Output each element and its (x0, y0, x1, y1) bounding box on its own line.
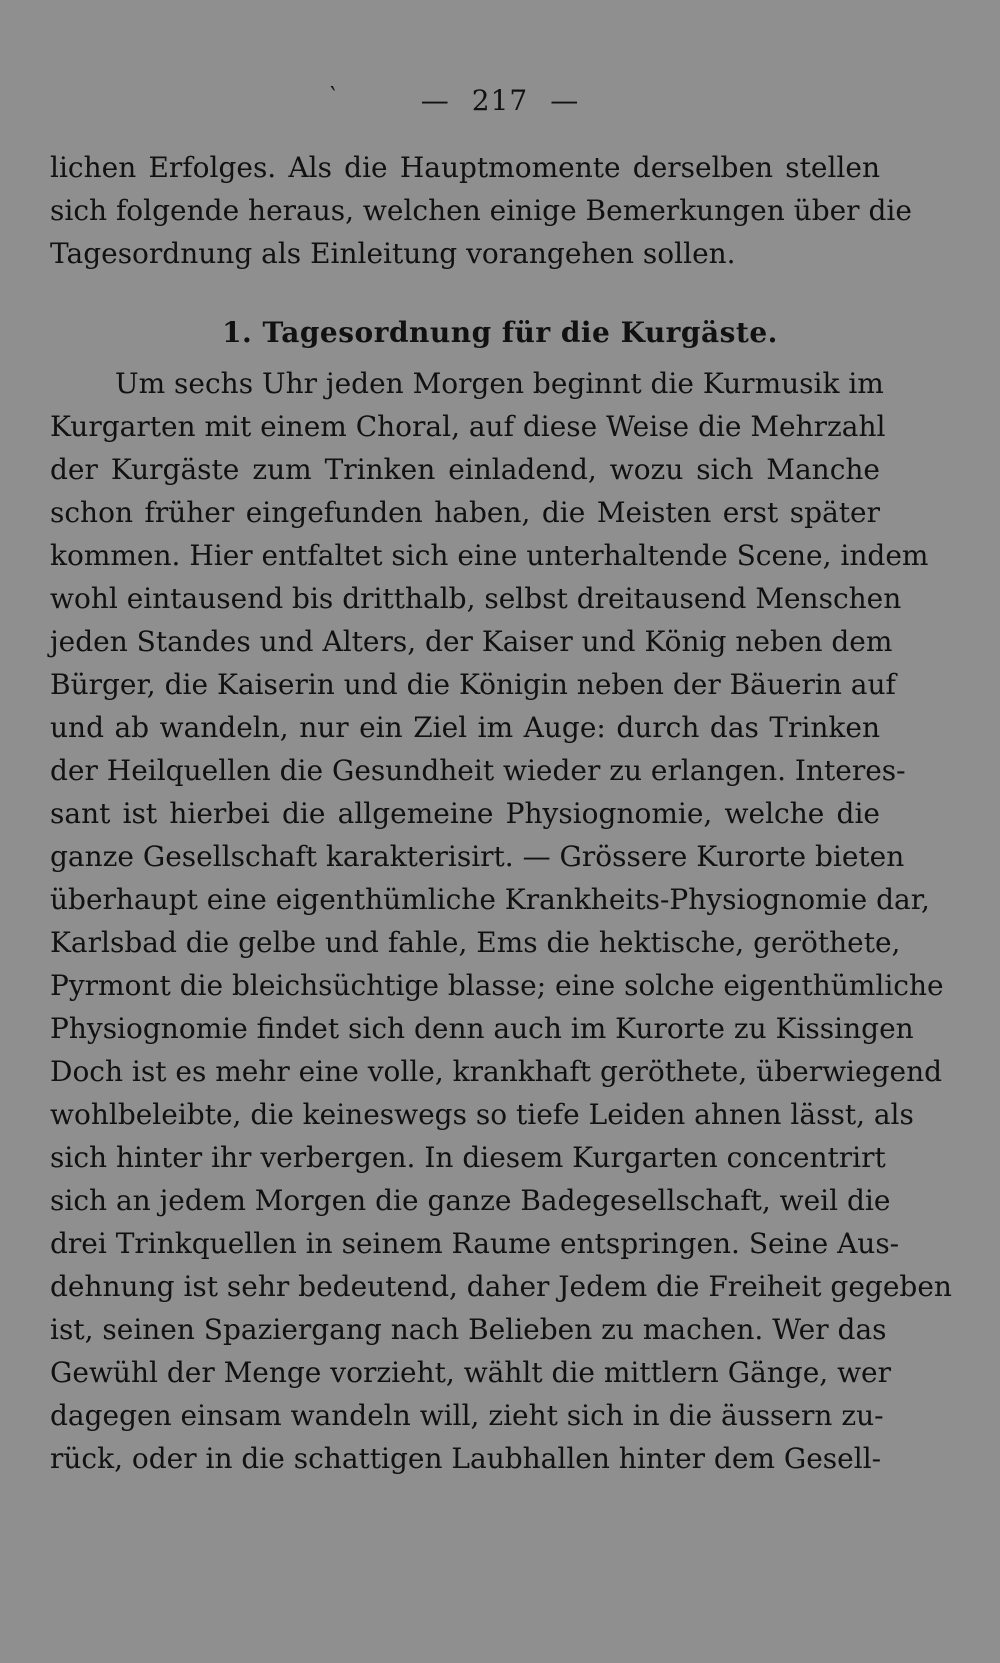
text-line: schon früher eingefunden haben, die Meisten erst später (50, 496, 880, 529)
text-line: sant ist hierbei die allgemeine Physiognomie, welche die (50, 797, 880, 830)
text-line: wohl eintausend bis dritthalb, selbst dreitausend Menschen (50, 582, 902, 615)
text-line: der Kurgäste zum Trinken einladend, wozu sich Manche (50, 453, 880, 486)
text-line: überhaupt eine eigenthümliche Krankheits-Physiognomie dar, (50, 883, 930, 916)
page-number: 217 (471, 84, 529, 117)
text-line: Karlsbad die gelbe und fahle, Ems die hektische, geröthete, (50, 926, 901, 959)
page-number-dash-left: — (420, 84, 450, 117)
text-line: dehnung ist sehr bedeutend, daher Jedem die Freiheit gegeben (50, 1270, 952, 1303)
text-line: Doch ist es mehr eine volle, krankhaft geröthete, überwiegend (50, 1055, 943, 1088)
text-line: sich hinter ihr verbergen. In diesem Kurgarten concentrirt (50, 1141, 886, 1174)
text-line: wohlbeleibte, die keineswegs so tiefe Leiden ahnen lässt, als (50, 1098, 914, 1131)
section-heading: 1. Tagesordnung für die Kurgäste. (222, 316, 778, 349)
text-line: jeden Standes und Alters, der Kaiser und König neben dem (50, 625, 893, 658)
text-line: Kurgarten mit einem Choral, auf diese Weise die Mehrzahl (50, 410, 886, 443)
text-line: lichen Erfolges. Als die Hauptmomente derselben stellen (50, 151, 880, 184)
text-line: Gewühl der Menge vorzieht, wählt die mittlern Gänge, wer (50, 1356, 892, 1389)
text-line: Physiognomie findet sich denn auch im Kurorte zu Kissingen (50, 1012, 914, 1045)
text-line: und ab wandeln, nur ein Ziel im Auge: durch das Trinken (50, 711, 880, 744)
stray-mark: ‵ (330, 82, 336, 110)
text-line: der Heilquellen die Gesundheit wieder zu erlangen. Interes- (50, 754, 906, 787)
text-line: sich an jedem Morgen die ganze Badegesellschaft, weil die (50, 1184, 891, 1217)
text-line: Um sechs Uhr jeden Morgen beginnt die Kurmusik im (115, 367, 884, 400)
text-line: Bürger, die Kaiserin und die Königin neben der Bäuerin auf (50, 668, 896, 701)
text-line: Tagesordnung als Einleitung vorangehen sollen. (50, 237, 736, 270)
text-line: dagegen einsam wandeln will, zieht sich in die äussern zu- (50, 1399, 884, 1432)
text-line: ist, seinen Spaziergang nach Belieben zu machen. Wer das (50, 1313, 887, 1346)
page-number-header (0, 84, 1000, 117)
text-line: Pyrmont die bleichsüchtige blasse; eine solche eigenthümliche (50, 969, 944, 1002)
text-line: rück, oder in die schattigen Laubhallen hinter dem Gesell- (50, 1442, 882, 1475)
text-line: kommen. Hier entfaltet sich eine unterhaltende Scene, indem (50, 539, 929, 572)
text-line: sich folgende heraus, welchen einige Bemerkungen über die (50, 194, 912, 227)
text-line: ganze Gesellschaft karakterisirt. — Grössere Kurorte bieten (50, 840, 905, 873)
text-line: drei Trinkquellen in seinem Raume entspringen. Seine Aus- (50, 1227, 900, 1260)
page-number-dash-right: — (550, 84, 580, 117)
